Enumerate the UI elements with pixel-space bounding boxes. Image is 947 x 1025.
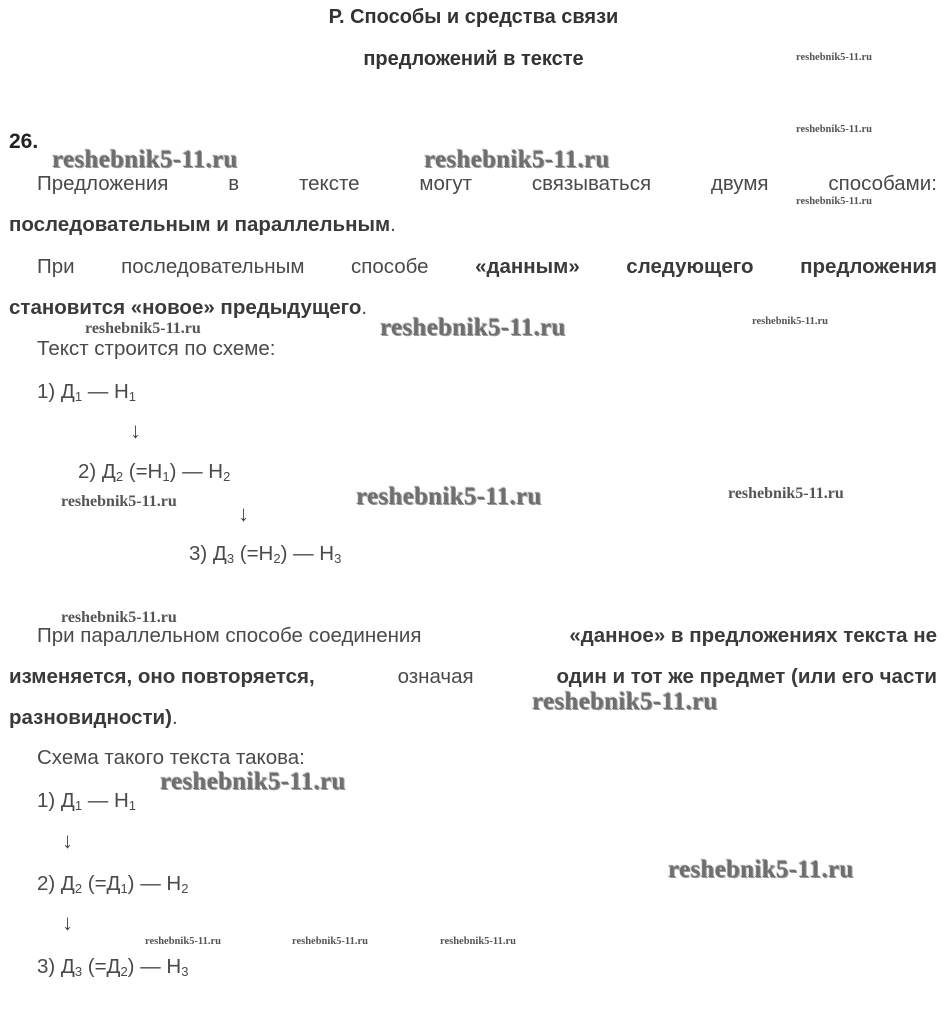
paragraph-2-line2 <box>9 296 367 320</box>
bold-phrase: разновидности) <box>9 706 172 729</box>
subscript: 2 <box>181 881 189 896</box>
exercise-number: 26. <box>9 130 39 153</box>
plain-text: При параллельном способе соединения <box>37 624 428 647</box>
subscript: 3 <box>226 551 235 566</box>
word-bold: следующего <box>626 255 754 278</box>
formula-text: ) — Н <box>280 542 335 565</box>
word: При <box>37 255 75 278</box>
word: двумя <box>710 172 769 195</box>
subscript: 2 <box>223 469 231 484</box>
word: связываться <box>531 172 652 195</box>
formula-text: (=Д <box>82 955 121 978</box>
paragraph-3-line1 <box>37 624 937 648</box>
paragraph-1-line2 <box>9 213 396 237</box>
word: Предложения <box>37 172 169 195</box>
formula-text: 3) Д <box>189 542 227 565</box>
word: последовательным <box>121 255 305 278</box>
word: в <box>228 172 240 195</box>
word: способе <box>351 255 429 278</box>
subscript: 3 <box>181 964 189 979</box>
watermark: reshebnik5-11.ru <box>160 768 346 795</box>
watermark: reshebnik5-11.ru <box>380 314 566 341</box>
watermark: reshebnik5-11.ru <box>728 485 844 502</box>
watermark: reshebnik5-11.ru <box>85 320 201 337</box>
subscript: 3 <box>334 551 342 566</box>
scheme-2-intro: Схема такого текста такова: <box>37 746 305 769</box>
subscript: 2 <box>120 964 128 979</box>
paragraph-2-line1 <box>37 255 937 279</box>
subscript: 1 <box>74 798 83 813</box>
formula-text: — Н <box>82 789 129 812</box>
scheme-1-intro: Текст строится по схеме: <box>37 337 276 360</box>
watermark: reshebnik5-11.ru <box>668 856 854 883</box>
formula-text: (=Н <box>123 460 163 483</box>
subscript: 1 <box>74 389 83 404</box>
plain-text: означая <box>391 665 480 688</box>
watermark: reshebnik5-11.ru <box>61 609 177 626</box>
bold-phrase: становится «новое» предыдущего <box>9 296 362 319</box>
word: могут <box>419 172 473 195</box>
scheme-2-row-3 <box>37 955 188 979</box>
subscript: 1 <box>162 469 170 484</box>
bold-phrase: «данное» в предложениях текста не <box>569 624 937 647</box>
paragraph-3-line3 <box>9 706 178 730</box>
formula-text: 1) Д <box>37 380 75 403</box>
formula-text: (=Н <box>234 542 274 565</box>
watermark: reshebnik5-11.ru <box>440 936 516 947</box>
scheme-1-row-1 <box>37 380 136 404</box>
watermark: reshebnik5-11.ru <box>424 146 610 173</box>
subscript: 3 <box>74 964 83 979</box>
bold-phrase: один и тот же предмет (или его части <box>556 665 937 688</box>
punct: . <box>172 706 178 729</box>
watermark: reshebnik5-11.ru <box>796 52 872 63</box>
down-arrow-icon: ↓ <box>62 828 73 853</box>
formula-text: 2) Д <box>37 872 75 895</box>
word-bold: «данным» <box>475 255 580 278</box>
formula-text: ) — Н <box>169 460 224 483</box>
watermark: reshebnik5-11.ru <box>752 316 828 327</box>
watermark: reshebnik5-11.ru <box>61 493 177 510</box>
down-arrow-icon: ↓ <box>238 501 249 526</box>
punct: . <box>361 296 368 319</box>
subscript: 1 <box>128 389 136 404</box>
down-arrow-icon: ↓ <box>62 910 73 935</box>
watermark: reshebnik5-11.ru <box>796 124 872 135</box>
subscript: 1 <box>120 881 128 896</box>
word-bold: предложения <box>800 255 937 278</box>
scheme-1-row-3 <box>189 542 341 566</box>
word: тексте <box>298 172 360 195</box>
watermark: reshebnik5-11.ru <box>145 936 221 947</box>
watermark: reshebnik5-11.ru <box>356 483 542 510</box>
paragraph-1-line1 <box>37 172 937 196</box>
formula-text: 2) Д <box>78 460 116 483</box>
scheme-2-row-1 <box>37 789 136 813</box>
subscript: 2 <box>74 881 83 896</box>
bold-phrase: изменяется, оно повторяется, <box>9 665 315 688</box>
watermark: reshebnik5-11.ru <box>52 146 238 173</box>
down-arrow-icon: ↓ <box>130 418 141 443</box>
subscript: 1 <box>128 798 136 813</box>
paragraph-3-line2 <box>9 665 937 689</box>
page-title-line1: Р. Способы и средства связи <box>328 6 619 28</box>
scheme-1-row-2 <box>78 460 230 484</box>
word: способами: <box>828 172 937 195</box>
formula-text: 3) Д <box>37 955 75 978</box>
watermark: reshebnik5-11.ru <box>532 688 718 715</box>
formula-text: (=Д <box>82 872 121 895</box>
punct: . <box>390 213 396 236</box>
formula-text: — Н <box>82 380 129 403</box>
watermark: reshebnik5-11.ru <box>292 936 368 947</box>
formula-text: 1) Д <box>37 789 75 812</box>
subscript: 2 <box>115 469 124 484</box>
watermark: reshebnik5-11.ru <box>796 196 872 207</box>
page-title-line2: предложений в тексте <box>363 48 584 70</box>
subscript: 2 <box>273 551 281 566</box>
bold-phrase: последовательным и параллельным <box>9 213 391 236</box>
scheme-2-row-2 <box>37 872 188 896</box>
formula-text: ) — Н <box>127 955 182 978</box>
formula-text: ) — Н <box>127 872 182 895</box>
